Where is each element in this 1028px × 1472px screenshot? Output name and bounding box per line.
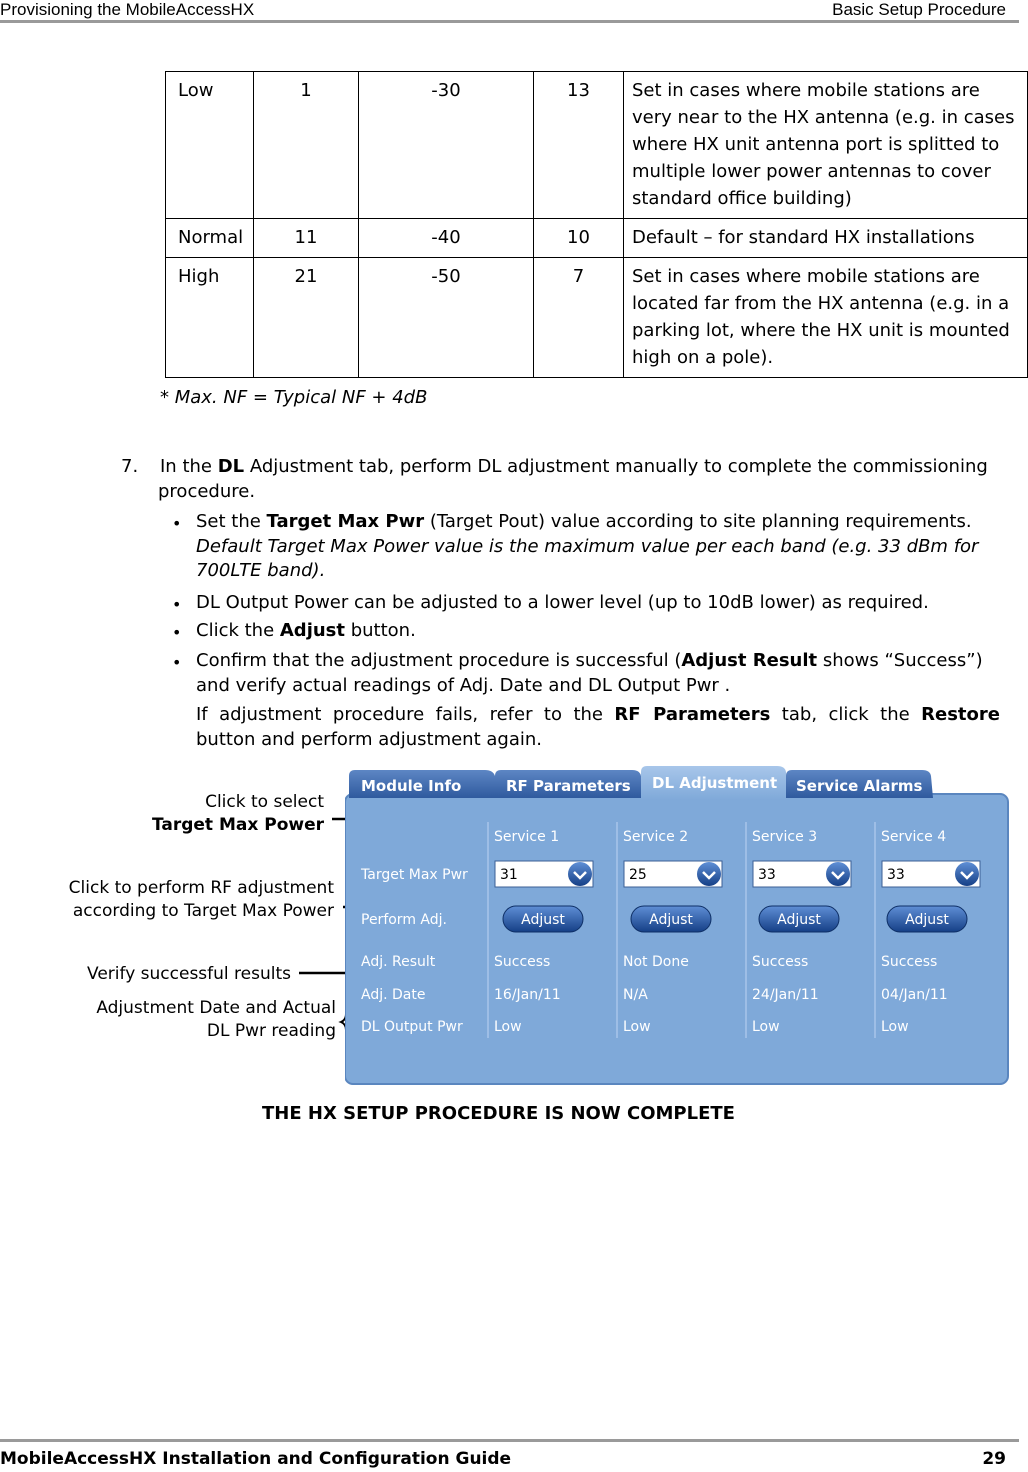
table-cell: -30 (359, 72, 534, 219)
bullet-3-post: button. (345, 620, 416, 641)
tab-module-info-label: Module Info (361, 777, 462, 795)
chevron-down-icon[interactable] (826, 862, 850, 886)
bullet-4-p2-bold2: Restore (921, 704, 1000, 725)
table-cell: Set in cases where mobile stations are located far from the HX antenna (e.g. in a parking lot, where the HX unit is mounted high on a pole). (624, 258, 1028, 378)
table-cell: 10 (534, 219, 624, 258)
bullet-1-post: (Target Pout) value according to site planning requirements. (424, 511, 972, 532)
service-2-target-value: 25 (629, 867, 647, 883)
service-3-target-value: 33 (758, 867, 776, 883)
bullet-3-pre: Click the (196, 620, 280, 641)
callout-adjust-1: Click to perform RF adjustment (68, 878, 334, 898)
bullet-4-p2-bold1: RF Parameters (614, 704, 771, 725)
service-3-result: Success (752, 954, 809, 970)
table-row (166, 219, 1028, 258)
chevron-down-icon[interactable] (955, 862, 979, 886)
adjust-button-label: Adjust (905, 912, 949, 928)
service-4-date: 04/Jan/11 (881, 987, 948, 1003)
service-2-date: N/A (623, 987, 648, 1003)
footer-title: MobileAccessHX Installation and Configuration Guide (0, 1449, 512, 1469)
footer-rule (0, 1439, 1019, 1442)
bullet-3-bold: Adjust (279, 620, 345, 641)
bullet-icon: • (172, 514, 182, 533)
table-cell: Set in cases where mobile stations are very near to the HX antenna (e.g. in cases where HX unit antenna port is splitted to multiple lower power antennas to cover standard office building) (624, 72, 1028, 219)
adjust-button-label: Adjust (777, 912, 821, 928)
tab-dl-adjustment-label: DL Adjustment (652, 774, 778, 792)
service-4-power: Low (881, 1019, 909, 1035)
bullet-icon: • (172, 623, 182, 642)
bullet-icon: • (172, 653, 182, 672)
dl-adjustment-screenshot (345, 766, 1010, 1086)
table-cell: 13 (534, 72, 624, 219)
bullet-4-post: shows “Success”) (817, 650, 983, 671)
table-cell: High (166, 258, 254, 378)
bullet-4-pre: Confirm that the adjustment procedure is successful ( (196, 650, 682, 671)
step-text-pre: In the (160, 456, 218, 477)
service-1-power: Low (494, 1019, 522, 1035)
table-cell: -50 (359, 258, 534, 378)
tab-rf-parameters[interactable] (495, 770, 643, 798)
service-2-result: Not Done (623, 954, 689, 970)
bullet-1-pre: Set the (196, 511, 267, 532)
service-4-result: Success (881, 954, 938, 970)
callout-target-2: Target Max Power (151, 815, 324, 835)
table-footnote: * Max. NF = Typical NF + 4dB (160, 387, 428, 408)
row-label-power: DL Output Pwr (361, 1019, 463, 1035)
tab-dl-adjustment[interactable] (641, 766, 788, 800)
chevron-down-icon[interactable] (568, 862, 592, 886)
bullet-2: DL Output Power can be adjusted to a lower level (up to 10dB lower) as required. (196, 592, 929, 613)
row-label-perform: Perform Adj. (361, 912, 447, 928)
header-right: Basic Setup Procedure (832, 0, 1006, 19)
bullet-3 (196, 617, 416, 644)
adjust-button-label: Adjust (521, 912, 565, 928)
service-1-header: Service 1 (494, 829, 560, 845)
callout-adjust-2: according to Target Max Power (72, 901, 334, 921)
noise-figure-table (165, 71, 1028, 378)
service-3-date: 24/Jan/11 (752, 987, 819, 1003)
step-text (160, 453, 988, 480)
callout-date-1: Adjustment Date and Actual (96, 998, 336, 1018)
service-1-result: Success (494, 954, 551, 970)
page-number: 29 (982, 1449, 1006, 1469)
bullet-4-p2-pre: If adjustment procedure fails, refer to the (196, 704, 615, 725)
header-rule (0, 20, 1019, 23)
service-3-power: Low (752, 1019, 780, 1035)
tab-rf-parameters-label: RF Parameters (506, 777, 631, 795)
tab-service-alarms[interactable] (786, 770, 933, 798)
step-text-line2: procedure. (158, 481, 256, 502)
tab-service-alarms-label: Service Alarms (796, 777, 923, 795)
row-label-date: Adj. Date (361, 987, 426, 1003)
table-cell: 11 (254, 219, 359, 258)
bullet-4-p2-mid: tab, click the (770, 704, 922, 725)
bullet-icon: • (172, 595, 182, 614)
table-cell: 1 (254, 72, 359, 219)
bullet-4 (196, 647, 983, 674)
bullet-4-para2 (196, 701, 1000, 728)
header-left: Provisioning the MobileAccessHX (0, 0, 255, 19)
adjust-button-label: Adjust (649, 912, 693, 928)
bullet-1-italic-1: Default Target Max Power value is the maximum value per each band (e.g. 33 dBm for (196, 536, 979, 557)
service-4-target-value: 33 (887, 867, 905, 883)
bullet-1-bold: Target Max Pwr (266, 511, 425, 532)
callout-verify: Verify successful results (87, 964, 291, 984)
row-label-target: Target Max Pwr (361, 867, 468, 883)
table-row (166, 72, 1028, 219)
callout-target-1: Click to select (205, 792, 324, 812)
table-cell: Default – for standard HX installations (624, 219, 1028, 258)
service-2-header: Service 2 (623, 829, 689, 845)
table-cell: -40 (359, 219, 534, 258)
callout-date-2: DL Pwr reading (206, 1021, 336, 1041)
tab-module-info[interactable] (349, 770, 497, 798)
service-2-power: Low (623, 1019, 651, 1035)
bullet-4-para2-line2: button and perform adjustment again. (196, 729, 542, 750)
step-number: 7. (121, 456, 139, 477)
service-1-target-value: 31 (500, 867, 518, 883)
service-3-header: Service 3 (752, 829, 818, 845)
bullet-1-italic-2: 700LTE band). (196, 560, 326, 581)
bullet-1 (196, 508, 972, 535)
chevron-down-icon[interactable] (697, 862, 721, 886)
bullet-4-line2: and verify actual readings of Adj. Date and DL Output Pwr . (196, 675, 731, 696)
table-cell: Low (166, 72, 254, 219)
table-cell: Normal (166, 219, 254, 258)
table-row (166, 258, 1028, 378)
table-cell: 7 (534, 258, 624, 378)
completion-heading: THE HX SETUP PROCEDURE IS NOW COMPLETE (262, 1103, 735, 1124)
step-text-post: Adjustment tab, perform DL adjustment manually to complete the commissioning (244, 456, 988, 477)
bullet-4-bold: Adjust Result (681, 650, 818, 671)
service-1-date: 16/Jan/11 (494, 987, 561, 1003)
step-text-bold: DL (217, 456, 245, 477)
table-cell: 21 (254, 258, 359, 378)
row-label-result: Adj. Result (361, 954, 436, 970)
service-4-header: Service 4 (881, 829, 947, 845)
